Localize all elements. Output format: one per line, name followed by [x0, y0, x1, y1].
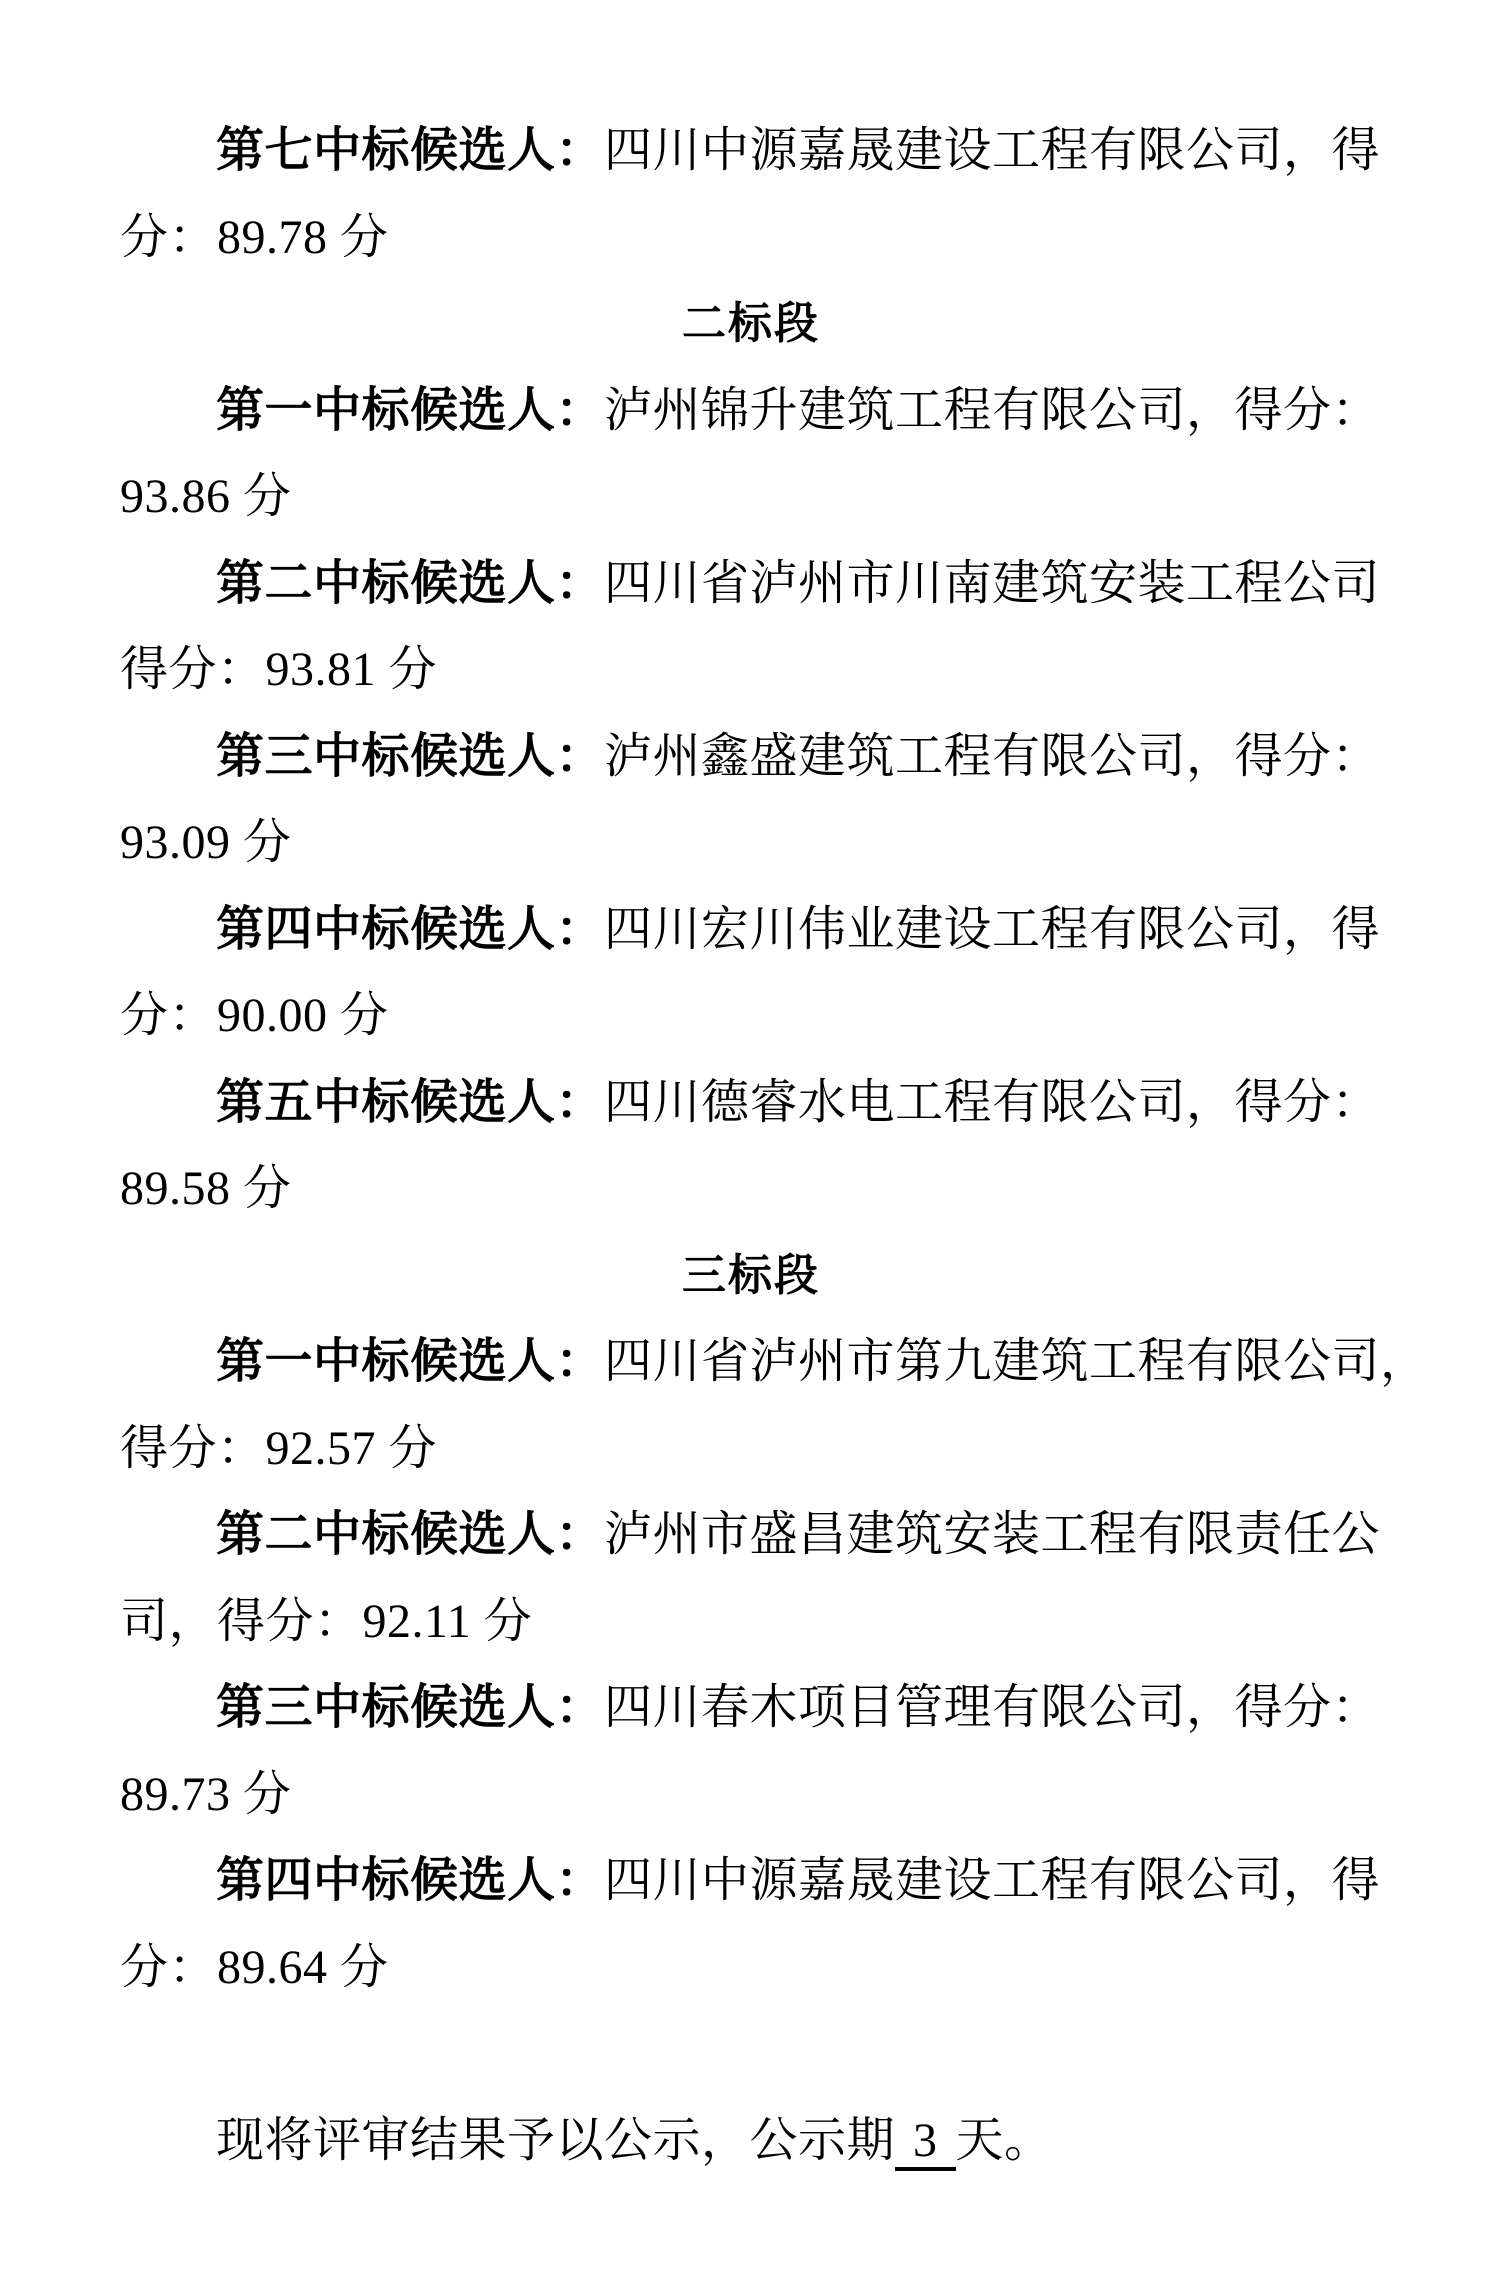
document-line	[120, 1406, 1382, 1493]
document-line	[120, 454, 1382, 541]
candidate-rank-label: 第二中标候选人：	[216, 556, 605, 610]
candidate-rank-label: 第七中标候选人：	[216, 124, 605, 177]
text-run: 泸州市盛昌建筑安装工程有限责任公	[604, 1508, 1381, 1561]
candidate-rank-label: 第四中标候选人：	[216, 902, 605, 956]
document-line	[120, 800, 1382, 887]
document-line	[120, 973, 1382, 1060]
text-run: 四川德睿水电工程有限公司，得分：	[604, 1075, 1381, 1129]
text-run: 天。	[955, 2113, 1053, 2167]
text-run: 四川宏川伟业建设工程有限公司，得	[604, 902, 1381, 956]
candidate-rank-label: 第三中标候选人：	[216, 729, 605, 783]
text-run: 现将评审结果予以公示，公示期	[216, 2113, 896, 2167]
candidate-rank-label: 第一中标候选人：	[216, 1335, 605, 1388]
text-run: 四川省泸州市第九建筑工程有限公司，	[604, 1335, 1429, 1388]
document-line	[120, 2098, 1382, 2185]
document-line	[120, 1838, 1382, 1925]
text-run: 泸州锦升建筑工程有限公司，得分：	[604, 383, 1381, 437]
section-heading-text: 二标段	[682, 299, 820, 348]
text-run: 得分：92.57 分	[120, 1421, 438, 1475]
document-line	[120, 1579, 1382, 1666]
text-run: 89.73 分	[120, 1767, 292, 1821]
text-run: 分：89.64 分	[120, 1940, 389, 1994]
text-run: 分：90.00 分	[120, 989, 389, 1042]
document-line	[120, 368, 1382, 455]
text-run: 泸州鑫盛建筑工程有限公司，得分：	[604, 729, 1381, 783]
candidate-rank-label: 第三中标候选人：	[216, 1681, 605, 1734]
text-run: 四川中源嘉晟建设工程有限公司，得	[604, 1854, 1381, 1907]
section-heading-text: 三标段	[682, 1250, 820, 1300]
publicity-period-days: 3	[895, 2114, 956, 2171]
document-line	[120, 1925, 1382, 2012]
blank-line	[120, 2011, 1382, 2098]
document-line	[120, 714, 1382, 801]
candidate-rank-label: 第一中标候选人：	[216, 383, 605, 437]
document-line	[120, 1752, 1382, 1839]
document-line	[120, 1060, 1382, 1147]
document-line	[120, 1665, 1382, 1752]
document-line	[120, 108, 1382, 195]
text-run: 四川春木项目管理有限公司，得分：	[604, 1681, 1381, 1734]
text-run: 四川省泸州市川南建筑安装工程公司	[604, 556, 1381, 610]
text-run: 89.58 分	[120, 1162, 292, 1215]
text-run: 93.86 分	[120, 470, 292, 523]
text-run: 93.09 分	[120, 816, 292, 869]
document-line	[120, 1146, 1382, 1233]
document-line	[120, 1492, 1382, 1579]
candidate-rank-label: 第二中标候选人：	[216, 1508, 605, 1561]
document-line	[120, 541, 1382, 628]
document-line	[120, 627, 1382, 714]
document-line	[120, 1319, 1429, 1406]
document-line	[120, 195, 1382, 282]
text-run: 司，得分：92.11 分	[120, 1594, 533, 1648]
text-run: 四川中源嘉晟建设工程有限公司，得	[604, 124, 1381, 177]
section-heading	[120, 1233, 1382, 1320]
candidate-rank-label: 第四中标候选人：	[216, 1854, 605, 1907]
candidate-rank-label: 第五中标候选人：	[216, 1075, 605, 1129]
section-heading	[120, 281, 1382, 368]
text-run: 得分：93.81 分	[120, 643, 438, 696]
text-run: 分：89.78 分	[120, 210, 389, 264]
document-line	[120, 887, 1382, 974]
